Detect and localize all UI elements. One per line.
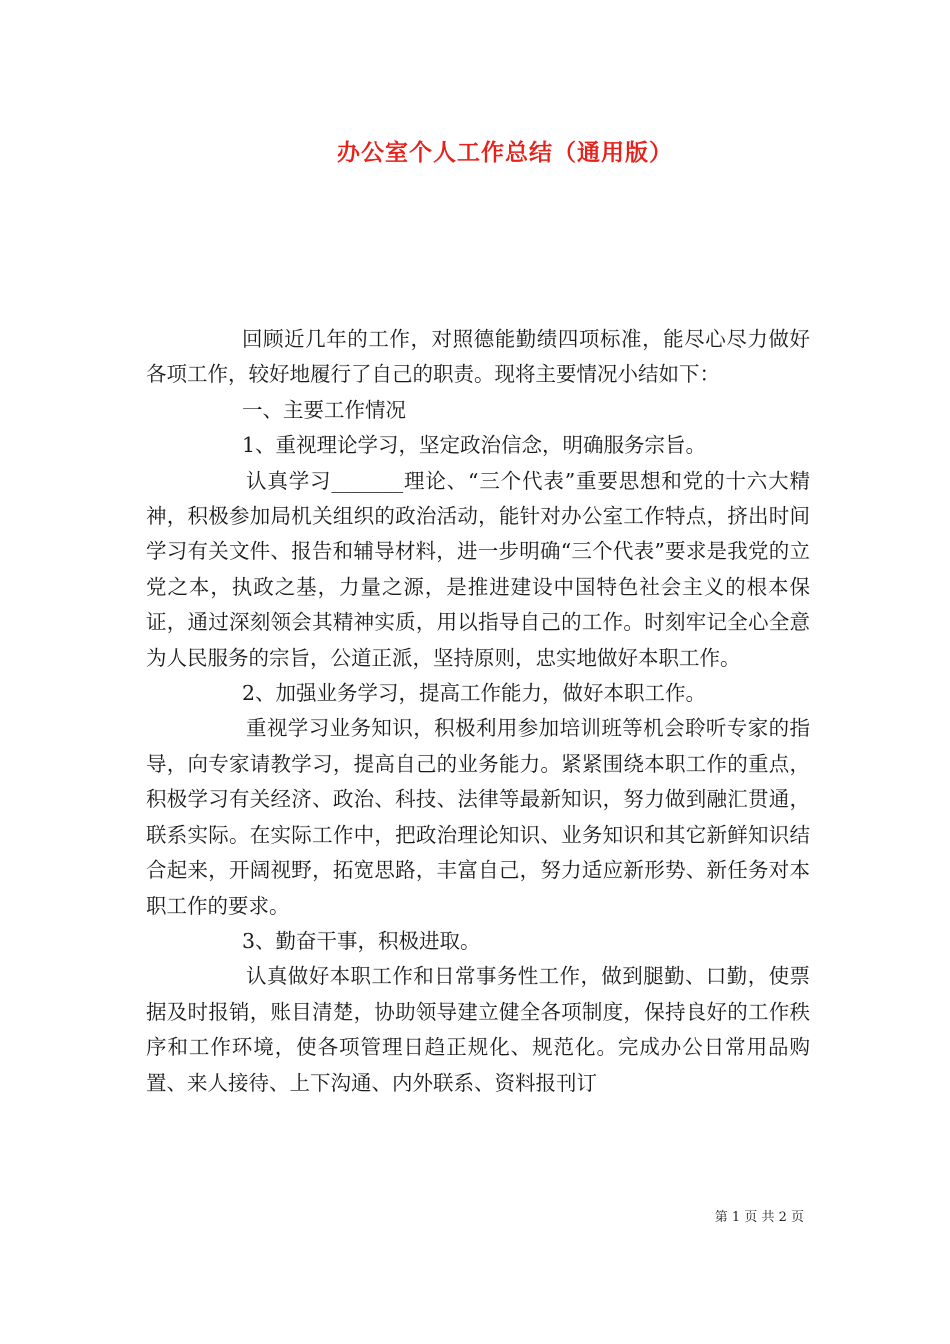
paragraph-2: 重视学习业务知识，积极利用参加培训班等机会聆听专家的指导，向专家请教学习，提高自己的业务能力。紧紧围绕本职工作的重点，积极学习有关经济、政治、科技、法律等最新知识，努力做到融汇贯通，联系实际。在实际工作中，把政治理论知识、业务知识和其它新鲜知识结合起来，开阔视野，拓宽思路，丰富自己，努力适应新形势、新任务对本职工作的要求。: [146, 716, 810, 918]
section-heading: 一、主要工作情况: [242, 397, 406, 422]
document-title: 办公室个人工作总结（通用版）: [337, 139, 673, 166]
paragraph-intro: 回顾近几年的工作，对照德能勤绩四项标准，能尽心尽力做好各项工作，较好地履行了自己的职责。现将主要情况小结如下：: [146, 327, 810, 387]
paragraph-1: 认真学习_______理论、“三个代表”重要思想和党的十六大精神，积极参加局机关组织的政治活动，能针对办公室工作特点，挤出时间学习有关文件、报告和辅导材料，进一步明确“三个代表”要求是我党的立党之本，执政之基，力量之源，是推进建设中国特色社会主义的根本保证，通过深刻领会其精神实质，用以指导自己的工作。时刻牢记全心全意为人民服务的宗旨，公道正派，坚持原则，忠实地做好本职工作。: [146, 468, 810, 670]
subsection-heading-3: 3、勤奋干事，积极进取。: [242, 928, 481, 953]
subsection-heading-2: 2、加强业务学习，提高工作能力，做好本职工作。: [242, 681, 707, 706]
page-number: 第 1 页 共 2 页: [714, 1210, 804, 1225]
document-body: [146, 322, 810, 1101]
subsection-heading-1: 1、重视理论学习，坚定政治信念，明确服务宗旨。: [242, 433, 707, 458]
paragraph-3: 认真做好本职工作和日常事务性工作，做到腿勤、口勤，使票据及时报销，账目清楚，协助领导建立健全各项制度，保持良好的工作秩序和工作环境，使各项管理日趋正规化、规范化。完成办公日常用品购置、来人接待、上下沟通、内外联系、资料报刊订: [146, 964, 810, 1095]
